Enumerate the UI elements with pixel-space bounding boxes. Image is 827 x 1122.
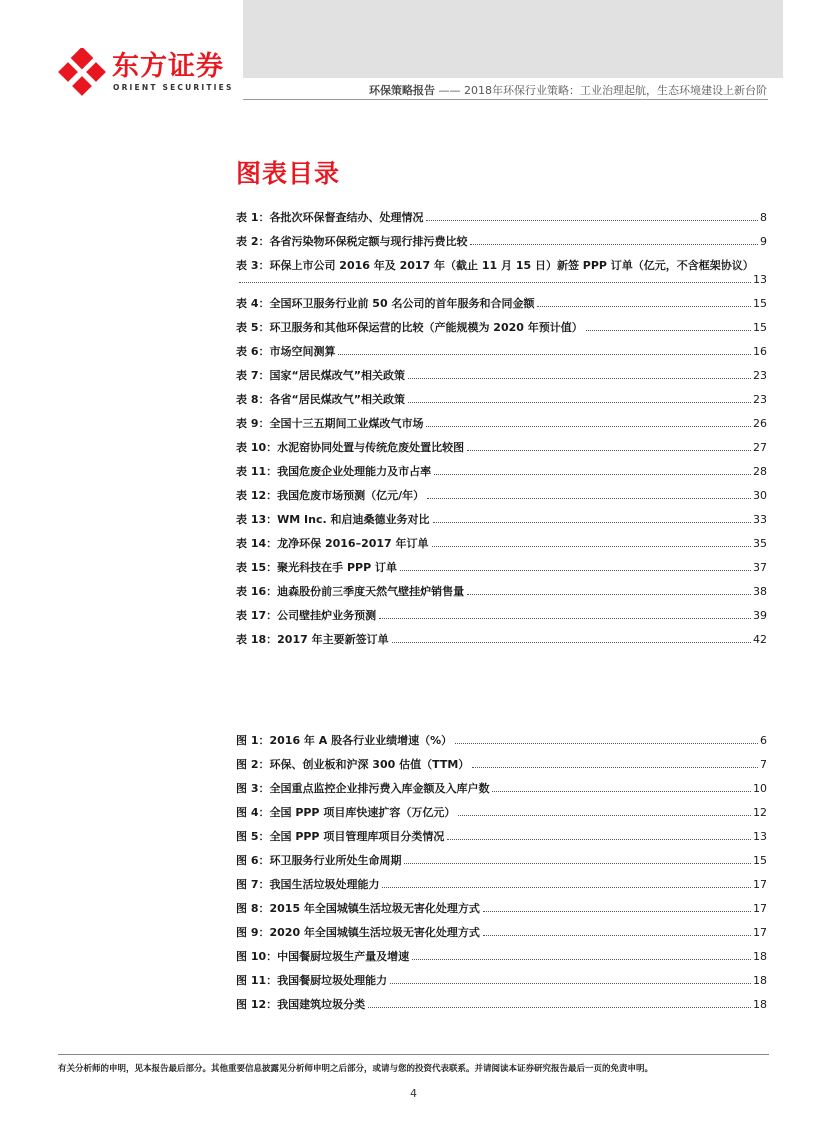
toc-figure-entry[interactable] (236, 878, 767, 892)
toc-figure-entry-page: 17 (753, 926, 767, 939)
dot-leader (483, 911, 751, 912)
header-separator: —— (438, 84, 461, 97)
toc-table-entry[interactable] (236, 345, 767, 359)
dot-leader (408, 402, 751, 403)
dot-leader (586, 330, 751, 331)
toc-table-entry[interactable] (236, 321, 767, 335)
toc-table-entry[interactable] (236, 537, 767, 551)
dot-leader (447, 839, 751, 840)
toc-table-entry-page: 15 (753, 321, 767, 334)
toc-figure-entry-page: 17 (753, 878, 767, 891)
toc-table-entry[interactable] (236, 489, 767, 503)
toc-table-entry-title: 表 5：环卫服务和其他环保运营的比较（产能规模为 2020 年预计值） (236, 321, 583, 334)
toc-table-entry-title: 表 18：2017 年主要新签订单 (236, 633, 389, 646)
dot-leader (427, 498, 751, 499)
toc-table-entry[interactable] (236, 585, 767, 599)
dot-leader (338, 354, 751, 355)
toc-table-entry-title: 表 2：各省污染物环保税定额与现行排污费比较 (236, 235, 468, 248)
toc-table-entry-title: 表 9：全国十三五期间工业煤改气市场 (236, 417, 424, 430)
toc-table-entry-title: 表 1：各批次环保督查结办、处理情况 (236, 211, 424, 224)
toc-table-entry[interactable] (236, 297, 767, 311)
toc-table-entry-page: 30 (753, 489, 767, 502)
dot-leader (467, 450, 751, 451)
dot-leader (404, 863, 751, 864)
dot-leader (455, 743, 758, 744)
toc-figure-entry-page: 18 (753, 950, 767, 963)
toc-figure-entry-page: 13 (753, 830, 767, 843)
report-header (243, 82, 767, 98)
toc-table-entry-page: 37 (753, 561, 767, 574)
dot-leader (426, 220, 758, 221)
toc-table-entry-title: 表 6：市场空间测算 (236, 345, 336, 358)
toc-table-entry-title: 表 7：国家“居民煤改气”相关政策 (236, 369, 405, 382)
toc-table-entry-page: 26 (753, 417, 767, 430)
header-divider (243, 99, 768, 100)
toc-table-entry-title: 表 3：环保上市公司 2016 年及 2017 年（截止 11 月 15 日）新签 PPP 订单（亿元，不含框架协议） (236, 259, 754, 272)
dot-leader (432, 546, 751, 547)
toc-table-entry-title: 表 17：公司壁挂炉业务预测 (236, 609, 377, 622)
dot-leader (412, 959, 751, 960)
toc-table-entry-page: 42 (753, 633, 767, 646)
toc-table-entry[interactable] (236, 393, 767, 407)
toc-figure-entry[interactable] (236, 734, 767, 748)
toc-table-entry[interactable] (236, 369, 767, 383)
toc-figure-entry-title: 图 12：我国建筑垃圾分类 (236, 998, 366, 1011)
dot-leader (368, 1007, 751, 1008)
toc-table-entry-page: 33 (753, 513, 767, 526)
toc-table-entry-title: 表 10：水泥窑协同处置与传统危废处置比较图 (236, 441, 465, 454)
toc-table-entry-page: 35 (753, 537, 767, 550)
toc-table-entry[interactable] (236, 441, 767, 455)
toc-table-entry[interactable] (236, 235, 767, 249)
toc-figure-entry-title: 图 8：2015 年全国城镇生活垃圾无害化处理方式 (236, 902, 480, 915)
toc-table-entry-title: 表 16：迪森股份前三季度天然气壁挂炉销售量 (236, 585, 465, 598)
toc-figure-entry-title: 图 2：环保、创业板和沪深 300 估值（TTM） (236, 758, 470, 771)
toc-table-entry[interactable] (236, 259, 767, 287)
dot-leader (239, 282, 751, 283)
header-grey-tab (243, 0, 783, 78)
dot-leader (458, 815, 751, 816)
toc-figure-entry-title: 图 9：2020 年全国城镇生活垃圾无害化处理方式 (236, 926, 480, 939)
toc-table-entry[interactable] (236, 211, 767, 225)
toc-title: 图表目录 (236, 159, 341, 188)
toc-figure-entry-page: 7 (760, 758, 767, 771)
toc-figure-entry-page: 6 (760, 734, 767, 747)
dot-leader (392, 642, 751, 643)
toc-table-entry-title: 表 4：全国环卫服务行业前 50 名公司的首年服务和合同金额 (236, 297, 535, 310)
toc-figure-entry-page: 15 (753, 854, 767, 867)
toc-figure-entry-title: 图 5：全国 PPP 项目管理库项目分类情况 (236, 830, 445, 843)
toc-table-entry-page: 13 (753, 273, 767, 286)
toc-table-entry[interactable] (236, 465, 767, 479)
toc-table-entry[interactable] (236, 513, 767, 527)
dot-leader (390, 983, 751, 984)
toc-table-entry[interactable] (236, 561, 767, 575)
orient-securities-logo-icon (58, 48, 108, 98)
dot-leader (433, 522, 752, 523)
toc-figure-entry-title: 图 7：我国生活垃圾处理能力 (236, 878, 380, 891)
toc-figure-entry-title: 图 10：中国餐厨垃圾生产量及增速 (236, 950, 410, 963)
dot-leader (537, 306, 751, 307)
toc-figure-entry-title: 图 4：全国 PPP 项目库快速扩容（万亿元） (236, 806, 456, 819)
disclaimer: 有关分析师的申明，见本报告最后部分。其他重要信息披露见分析师申明之后部分，或请与您的投资代表联系。并请阅读本证券研究报告最后一页的免责申明。 (58, 1064, 654, 1074)
dot-leader (492, 791, 751, 792)
dot-leader (467, 594, 751, 595)
toc-figure-entry[interactable] (236, 974, 767, 988)
toc-table-entry-title: 表 12：我国危废市场预测（亿元/年） (236, 489, 425, 502)
toc-table-entry-title: 表 14：龙净环保 2016–2017 年订单 (236, 537, 429, 550)
toc-figure-entry[interactable] (236, 998, 767, 1012)
toc-figure-entry[interactable] (236, 950, 767, 964)
toc-table-entry-title: 表 11：我国危废企业处理能力及市占率 (236, 465, 432, 478)
toc-figure-entry-page: 18 (753, 974, 767, 987)
toc-figure-entry[interactable] (236, 830, 767, 844)
toc-table-entry[interactable] (236, 609, 767, 623)
dot-leader (408, 378, 751, 379)
dot-leader (400, 570, 751, 571)
dot-leader (434, 474, 751, 475)
toc-table-entry-page: 28 (753, 465, 767, 478)
toc-figure-entry-page: 10 (753, 782, 767, 795)
page-number: 4 (410, 1087, 417, 1100)
toc-figure-entry[interactable] (236, 806, 767, 820)
report-subtitle: 2018年环保行业策略：工业治理起航，生态环境建设上新台阶 (464, 84, 767, 97)
toc-table-entry[interactable] (236, 633, 767, 647)
toc-table-entry-title: 表 8：各省“居民煤改气”相关政策 (236, 393, 405, 406)
table-list (236, 211, 767, 657)
toc-figure-entry-page: 18 (753, 998, 767, 1011)
toc-table-entry-page: 16 (753, 345, 767, 358)
report-type: 环保策略报告 (369, 84, 435, 97)
toc-table-entry-title: 表 15：聚光科技在手 PPP 订单 (236, 561, 397, 574)
toc-table-entry-page: 39 (753, 609, 767, 622)
footer-divider (58, 1054, 769, 1055)
toc-figure-entry-title: 图 6：环卫服务行业所处生命周期 (236, 854, 402, 867)
toc-table-entry[interactable] (236, 417, 767, 431)
toc-table-entry-page: 15 (753, 297, 767, 310)
dot-leader (426, 426, 751, 427)
toc-figure-entry-title: 图 11：我国餐厨垃圾处理能力 (236, 974, 388, 987)
toc-figure-entry[interactable] (236, 902, 767, 916)
toc-table-entry-page: 8 (760, 211, 767, 224)
toc-figure-entry[interactable] (236, 926, 767, 940)
dot-leader (483, 935, 751, 936)
toc-table-entry-page: 23 (753, 369, 767, 382)
dot-leader (470, 244, 758, 245)
toc-table-entry-page: 23 (753, 393, 767, 406)
toc-table-entry-page: 38 (753, 585, 767, 598)
logo-chinese-name: 东方证券 (112, 51, 224, 82)
dot-leader (379, 618, 751, 619)
toc-figure-entry-title: 图 3：全国重点监控企业排污费入库金额及入库户数 (236, 782, 490, 795)
toc-figure-entry-title: 图 1：2016 年 A 股各行业业绩增速（%） (236, 734, 453, 747)
toc-figure-entry[interactable] (236, 854, 767, 868)
figure-list (236, 734, 767, 1022)
toc-table-entry-title: 表 13：WM Inc. 和启迪桑德业务对比 (236, 513, 430, 526)
toc-figure-entry-page: 17 (753, 902, 767, 915)
dot-leader (382, 887, 751, 888)
dot-leader (472, 767, 758, 768)
toc-figure-entry[interactable] (236, 758, 767, 772)
toc-figure-entry[interactable] (236, 782, 767, 796)
logo-english-name: ORIENT SECURITIES (113, 83, 234, 92)
toc-figure-entry-page: 12 (753, 806, 767, 819)
toc-table-entry-page: 9 (760, 235, 767, 248)
toc-table-entry-page: 27 (753, 441, 767, 454)
